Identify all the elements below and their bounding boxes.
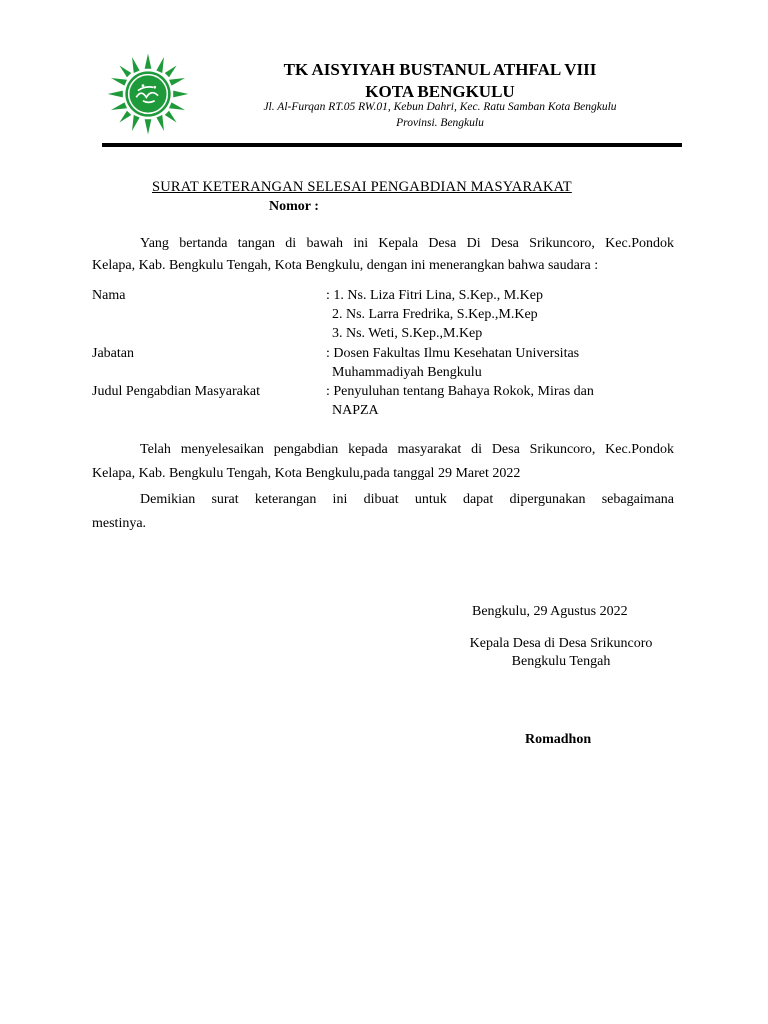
- intro-line-1: Yang bertanda tangan di bawah ini Kepala Desa Di Desa Srikuncoro, Kec.Pondok: [140, 236, 674, 251]
- body-line-2: Kelapa, Kab. Bengkulu Tengah, Kota Bengkulu,pada tanggal 29 Maret 2022: [92, 466, 521, 481]
- field-label-jabatan: Jabatan: [92, 346, 134, 361]
- field-value-judul-2: NAPZA: [332, 403, 379, 418]
- closing-line-1: Demikian surat keterangan ini dibuat untuk dapat dipergunakan sebagaimana: [140, 492, 674, 507]
- signer-title-2: Bengkulu Tengah: [511, 654, 611, 669]
- organization-name: TK AISYIYAH BUSTANUL ATHFAL VIII: [283, 60, 597, 79]
- closing-line-2: mestinya.: [92, 516, 147, 531]
- field-label-judul: Judul Pengabdian Masyarakat: [92, 384, 260, 399]
- letterhead-divider: [102, 143, 682, 147]
- muhammadiyah-sun-logo: [106, 52, 190, 136]
- field-value-jabatan-2: Muhammadiyah Bengkulu: [332, 365, 482, 380]
- intro-line-2: Kelapa, Kab. Bengkulu Tengah, Kota Bengkulu, dengan ini menerangkan bahwa saudara :: [92, 258, 599, 273]
- field-value-judul-1: : Penyuluhan tentang Bahaya Rokok, Miras dan: [326, 384, 594, 399]
- signer-name: Romadhon: [525, 732, 592, 747]
- field-value-nama-3: 3. Ns. Weti, S.Kep.,M.Kep: [332, 326, 483, 341]
- organization-city: KOTA BENGKULU: [365, 82, 515, 101]
- letter-number: Nomor :: [269, 199, 319, 214]
- field-label-nama: Nama: [92, 288, 126, 303]
- field-value-nama-2: 2. Ns. Larra Fredrika, S.Kep.,M.Kep: [332, 307, 538, 322]
- letter-title: SURAT KETERANGAN SELESAI PENGABDIAN MASYARAKAT: [152, 179, 572, 195]
- body-line-1: Telah menyelesaikan pengabdian kepada masyarakat di Desa Srikuncoro, Kec.Pondok: [140, 442, 674, 457]
- field-value-nama-1: : 1. Ns. Liza Fitri Lina, S.Kep., M.Kep: [326, 288, 543, 303]
- signer-title-1: Kepala Desa di Desa Srikuncoro: [469, 636, 653, 651]
- organization-province: Provinsi. Bengkulu: [396, 117, 484, 129]
- field-value-jabatan-1: : Dosen Fakultas Ilmu Kesehatan Universitas: [326, 346, 580, 361]
- organization-address: Jl. Al-Furqan RT.05 RW.01, Kebun Dahri, Kec. Ratu Samban Kota Bengkulu: [263, 101, 617, 113]
- place-date: Bengkulu, 29 Agustus 2022: [472, 604, 628, 619]
